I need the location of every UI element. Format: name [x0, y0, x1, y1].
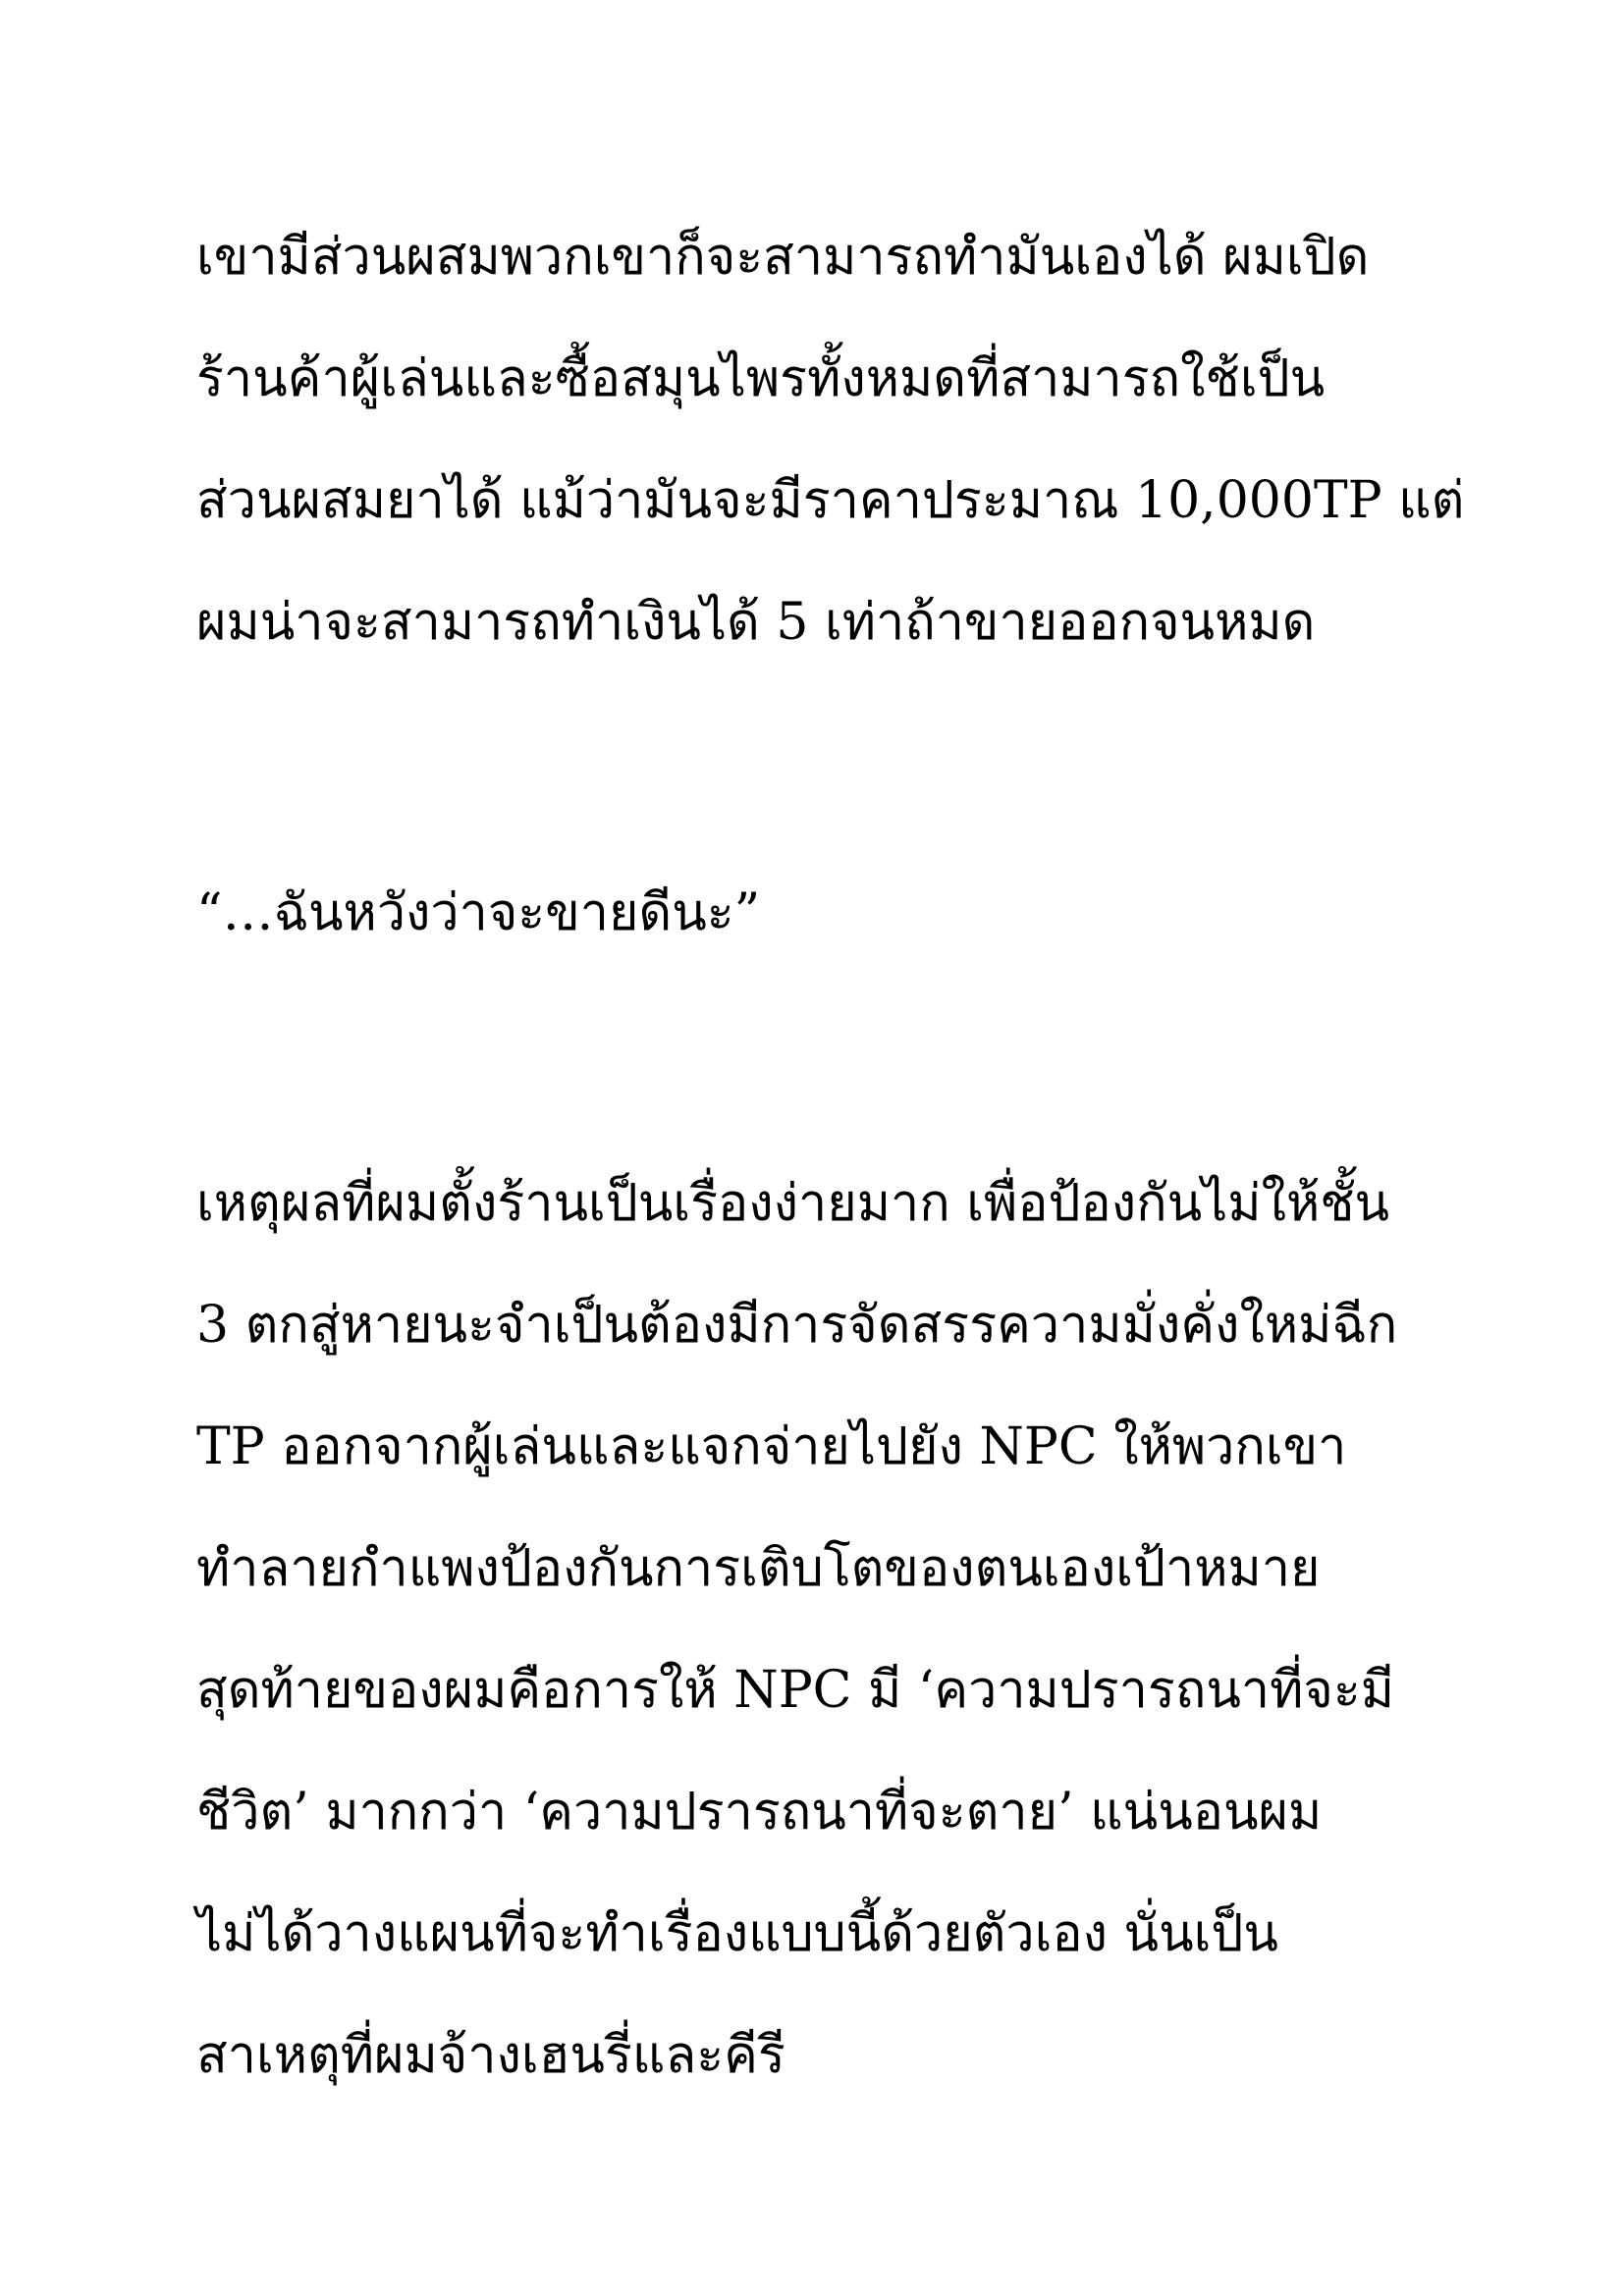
text-line: ชีวิต’ มากกว่า ‘ความปรารถนาที่จะตาย’ แน่นอนผม [196, 1783, 1323, 1842]
text-line: 3 ตกสู่หายนะจำเป็นต้องมีการจัดสรรความมั่งคั่งใหม่ฉีก [196, 1296, 1398, 1355]
text-line: ร้านค้าผู้เล่นและซื้อสมุนไพรทั้งหมดที่สามารถใช้เป็น [196, 349, 1326, 408]
text-line: ส่วนผสมยาได้ แม้ว่ามันจะมีราคาประมาณ 10,000TP แต่ [196, 471, 1465, 530]
text-line: ไม่ได้วางแผนที่จะทำเรื่องแบบนี้ด้วยตัวเอง นั่นเป็น [196, 1904, 1278, 1963]
text-line: ทำลายกำแพงป้องกันการเติบโตของตนเองเป้าหมาย [196, 1539, 1321, 1598]
text-line: เขามีส่วนผสมพวกเขาก็จะสามารถทำมันเองได้ ผมเปิด [196, 228, 1370, 287]
text-line: ผมน่าจะสามารถทำเงินได้ 5 เท่าถ้าขายออกจนหมด [196, 593, 1316, 652]
dialogue-line: “…ฉันหวังว่าจะขายดีนะ” [196, 883, 761, 942]
text-line: สาเหตุที่ผมจ้างเฮนรี่และคีรี [196, 2026, 785, 2085]
text-line: TP ออกจากผู้เล่นและแจกจ่ายไปยัง NPC ให้พวกเขา [196, 1417, 1347, 1476]
text-line: สุดท้ายของผมคือการให้ NPC มี ‘ความปรารถนาที่จะมี [196, 1661, 1395, 1720]
text-line: เหตุผลที่ผมตั้งร้านเป็นเรื่องง่ายมาก เพื่อป้องกันไม่ให้ชั้น [196, 1174, 1390, 1233]
